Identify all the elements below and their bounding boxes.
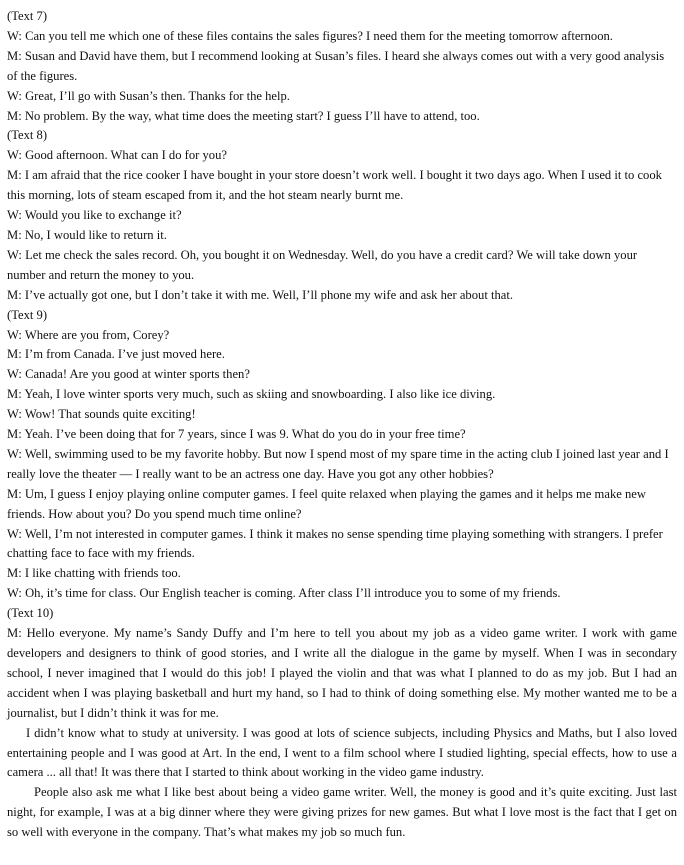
text-8-line: M: No, I would like to return it. bbox=[7, 227, 167, 242]
text-9-line: M: Um, I guess I enjoy playing online computer games. I feel quite relaxed when playing the games and it helps me make new friends. How about you? Do you spend much time online? bbox=[7, 486, 646, 521]
text-9-line: M: I’m from Canada. I’ve just moved here. bbox=[7, 347, 225, 362]
text-9-line: W: Canada! Are you good at winter sports then? bbox=[7, 367, 250, 382]
transcript-document bbox=[7, 7, 677, 843]
text-9-line: M: Yeah. I’ve been doing that for 7 years, since I was 9. What do you do in your free time? bbox=[7, 427, 466, 442]
text-7-heading: (Text 7) bbox=[7, 9, 48, 23]
text-10-paragraph: People also ask me what I like best about being a video game writer. Well, the money is good and it’s quite exciting. Just last night, for example, I was at a big dinner where they were giving prizes for new games. But what I love most is the fact that I get on so well with everyone in the company. That’s what makes my job so much fun. bbox=[7, 785, 677, 840]
text-9-line: M: Yeah, I love winter sports very much, such as skiing and snowboarding. I also like ice diving. bbox=[7, 387, 496, 402]
text-7-line: W: Can you tell me which one of these files contains the sales figures? I need them for the meeting tomorrow afternoon. bbox=[7, 28, 613, 43]
text-9-line: W: Well, swimming used to be my favorite hobby. But now I spend most of my spare time in the acting club I joined last year and I really love the theater — I really want to be an actress one day. Have you got any other hobbies? bbox=[7, 446, 669, 481]
text-9-line: W: Wow! That sounds quite exciting! bbox=[7, 407, 196, 422]
text-8-line: W: Let me check the sales record. Oh, you bought it on Wednesday. Well, do you have a credit card? We will take down your number and return the money to you. bbox=[7, 247, 638, 282]
text-7-line: M: No problem. By the way, what time does the meeting start? I guess I’ll have to attend, too. bbox=[7, 108, 480, 123]
text-9-heading: (Text 9) bbox=[7, 307, 48, 322]
text-9-line: W: Oh, it’s time for class. Our English teacher is coming. After class I’ll introduce you to some of my friends. bbox=[7, 586, 561, 601]
text-10-section bbox=[7, 604, 677, 843]
text-9-line: W: Well, I’m not interested in computer games. I think it makes no sense spending time playing something with strangers. I prefer chatting face to face with my friends. bbox=[7, 526, 663, 561]
text-8-line: W: Good afternoon. What can I do for you? bbox=[7, 148, 227, 163]
text-10-heading: (Text 10) bbox=[7, 606, 54, 621]
text-7-section bbox=[7, 7, 677, 126]
text-8-heading: (Text 8) bbox=[7, 128, 48, 143]
text-7-line: W: Great, I’ll go with Susan’s then. Thanks for the help. bbox=[7, 88, 290, 103]
text-9-line: W: Where are you from, Corey? bbox=[7, 327, 170, 342]
text-7-line: M: Susan and David have them, but I recommend looking at Susan’s files. I heard she always comes out with a very good analysis of the figures. bbox=[7, 48, 665, 83]
text-8-section bbox=[7, 126, 677, 305]
text-8-line: M: I am afraid that the rice cooker I have bought in your store doesn’t work well. I bought it two days ago. When I used it to cook this morning, lots of steam escaped from it, and the hot steam nearly burnt me. bbox=[7, 168, 662, 203]
text-10-paragraph: M: Hello everyone. My name’s Sandy Duffy and I’m here to tell you about my job as a video game writer. I work with game developers and designers to think of good stories, and I write all the dialogue in the game by myself. When I was in secondary school, I never imagined that I would do this job! I played the violin and that was what I planned to do as my job. But I had an accident when I was playing basketball and hurt my hand, so I had to think of doing something else. My mother wanted me to be a journalist, but I didn’t think it was for me. bbox=[7, 626, 677, 720]
text-8-line: W: Would you like to exchange it? bbox=[7, 208, 182, 223]
text-8-line: M: I’ve actually got one, but I don’t take it with me. Well, I’ll phone my wife and ask her about that. bbox=[7, 287, 513, 302]
text-9-line: M: I like chatting with friends too. bbox=[7, 566, 181, 581]
text-9-section bbox=[7, 306, 677, 605]
text-10-paragraph: I didn’t know what to study at university. I was good at lots of science subjects, including Physics and Maths, but I also loved entertaining people and I was good at Art. In the end, I went to a film school where I studied lighting, special effects, how to use a camera ... all that! It was there that I started to think about working in the video game industry. bbox=[7, 725, 677, 780]
